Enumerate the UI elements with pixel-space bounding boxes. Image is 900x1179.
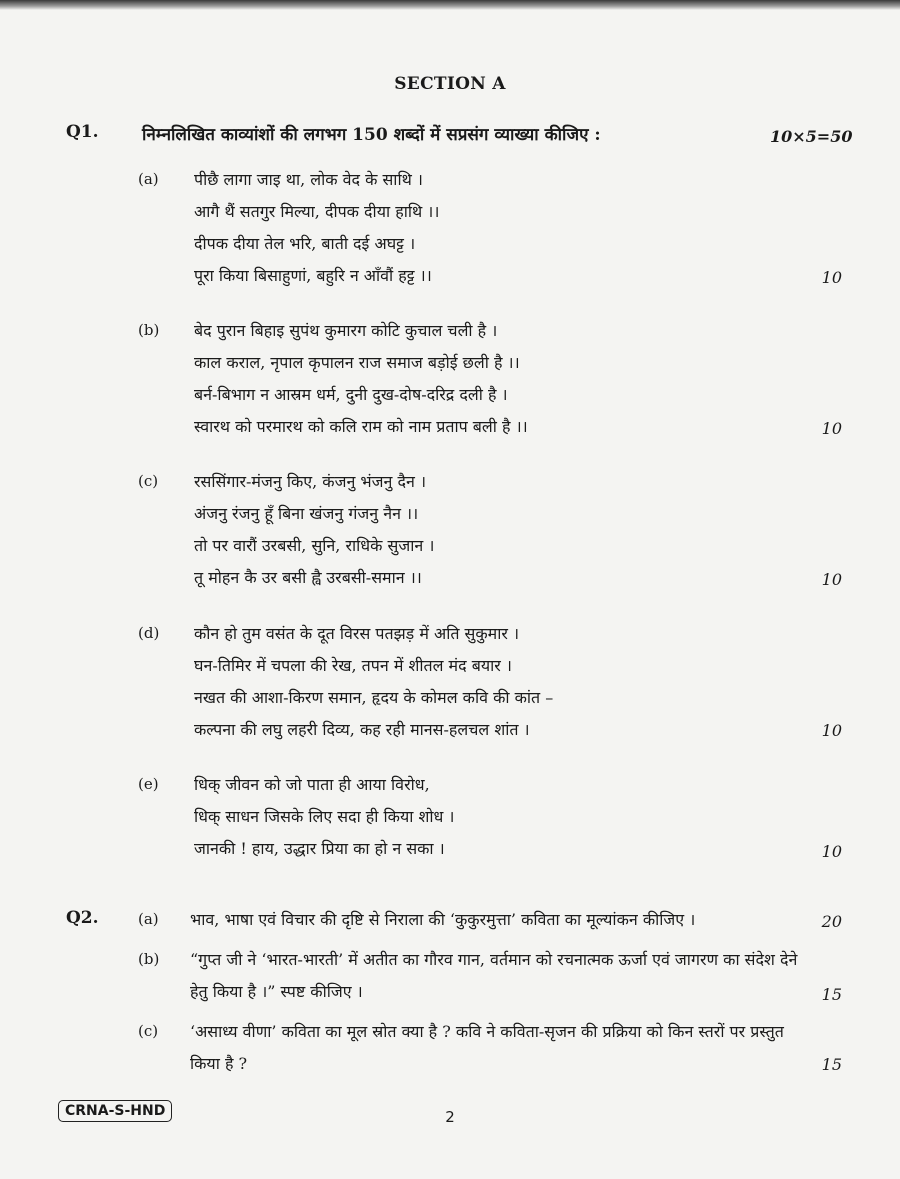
verse-line: काल कराल, नृपाल कृपालन राज समाज बड़ोई छली है ।।: [194, 353, 520, 372]
q2-part-b-label: (b): [138, 950, 160, 968]
question-number-q1: Q1.: [66, 122, 99, 142]
verse-line: बर्न-बिभाग न आस्रम धर्म, दुनी दुख-दोष-दरिद्र दली है ।: [194, 385, 508, 404]
verse-line: पूरा किया बिसाहुणां, बहुरि न आँवौं हट्ट ।।: [194, 266, 432, 285]
verse-line: तो पर वारौं उरबसी, सुनि, राधिके सुजान ।: [194, 536, 435, 555]
q2-part-b-marks: 15: [821, 985, 842, 1004]
q1-part-d-verse: [194, 618, 553, 746]
verse-line: तू मोहन कै उर बसी ह्वै उरबसी-समान ।।: [194, 568, 422, 587]
verse-line: धिक् जीवन को जो पाता ही आया विरोध,: [194, 775, 430, 794]
verse-line: कौन हो तुम वसंत के दूत विरस पतझड़ में अति सुकुमार ।: [194, 624, 520, 643]
q2-part-c-label: (c): [138, 1022, 159, 1040]
section-title: SECTION A: [394, 74, 506, 94]
q1-part-b-verse: [194, 315, 528, 443]
q2-part-c-text: ‘असाध्य वीणा’ कविता का मूल स्रोत क्या है ? कवि ने कविता-सृजन की प्रक्रिया को किन स्तरों पर प्रस्तुत किया है ?: [190, 1022, 784, 1073]
verse-line: स्वारथ को परमारथ को कलि राम को नाम प्रताप बली है ।।: [194, 417, 528, 436]
q1-part-a-label: (a): [138, 170, 159, 188]
verse-line: कल्पना की लघु लहरी दिव्य, कह रही मानस-हलचल शांत ।: [194, 720, 530, 739]
q2-part-a-label: (a): [138, 910, 159, 928]
verse-line: दीपक दीया तेल भरि, बाती दई अघट्ट ।: [194, 234, 416, 253]
q1-part-d-marks: 10: [821, 721, 842, 740]
paper-code-badge: CRNA-S-HND: [58, 1100, 172, 1122]
verse-line: बेद पुरान बिहाइ सुपंथ कुमारग कोटि कुचाल चली है ।: [194, 321, 498, 340]
verse-line: जानकी ! हाय, उद्धार प्रिया का हो न सका ।: [194, 839, 445, 858]
verse-line: नखत की आशा-किरण समान, हृदय के कोमल कवि की कांत –: [194, 688, 554, 707]
q1-total-marks: 10×5=50: [770, 127, 853, 146]
q1-part-b-label: (b): [138, 321, 160, 339]
verse-line: रससिंगार-मंजनु किए, कंजनु भंजनु दैन ।: [194, 472, 427, 491]
verse-line: घन-तिमिर में चपला की रेख, तपन में शीतल मंद बयार ।: [194, 656, 512, 675]
verse-line: पीछै लागा जाइ था, लोक वेद के साथि ।: [194, 170, 423, 189]
verse-line: आगै थैं सतगुर मिल्या, दीपक दीया हाथि ।।: [194, 202, 440, 221]
page-number: 2: [445, 1108, 455, 1126]
q2-part-a-text: भाव, भाषा एवं विचार की दृष्टि से निराला की ‘कुकुरमुत्ता’ कविता का मूल्यांकन कीजिए ।: [190, 910, 696, 929]
q1-instruction: निम्नलिखित काव्यांशों की लगभग 150 शब्दों में सप्रसंग व्याख्या कीजिए :: [142, 125, 601, 145]
q2-part-b-text: “गुप्त जी ने ‘भारत-भारती’ में अतीत का गौरव गान, वर्तमान को रचनात्मक ऊर्जा एवं जागरण का संदेश देने हेतु किया है ।” स्पष्ट कीजिए ।: [190, 950, 798, 1001]
verse-line: धिक् साधन जिसके लिए सदा ही किया शोध ।: [194, 807, 455, 826]
q1-part-a-verse: [194, 164, 439, 292]
q1-part-c-label: (c): [138, 472, 159, 490]
scan-top-edge: [0, 0, 900, 10]
verse-line: अंजनु रंजनु हूँ बिना खंजनु गंजनु नैन ।।: [194, 504, 419, 523]
q1-part-e-marks: 10: [821, 842, 842, 861]
q1-part-c-marks: 10: [821, 570, 842, 589]
q2-part-a-marks: 20: [821, 912, 842, 931]
question-number-q2: Q2.: [66, 908, 99, 928]
q1-part-e-label: (e): [138, 775, 159, 793]
q1-part-c-verse: [194, 466, 434, 594]
q1-part-a-marks: 10: [821, 268, 842, 287]
q1-part-e-verse: [194, 769, 454, 865]
q1-part-d-label: (d): [138, 624, 160, 642]
q1-part-b-marks: 10: [821, 419, 842, 438]
q2-part-c-marks: 15: [821, 1055, 842, 1074]
